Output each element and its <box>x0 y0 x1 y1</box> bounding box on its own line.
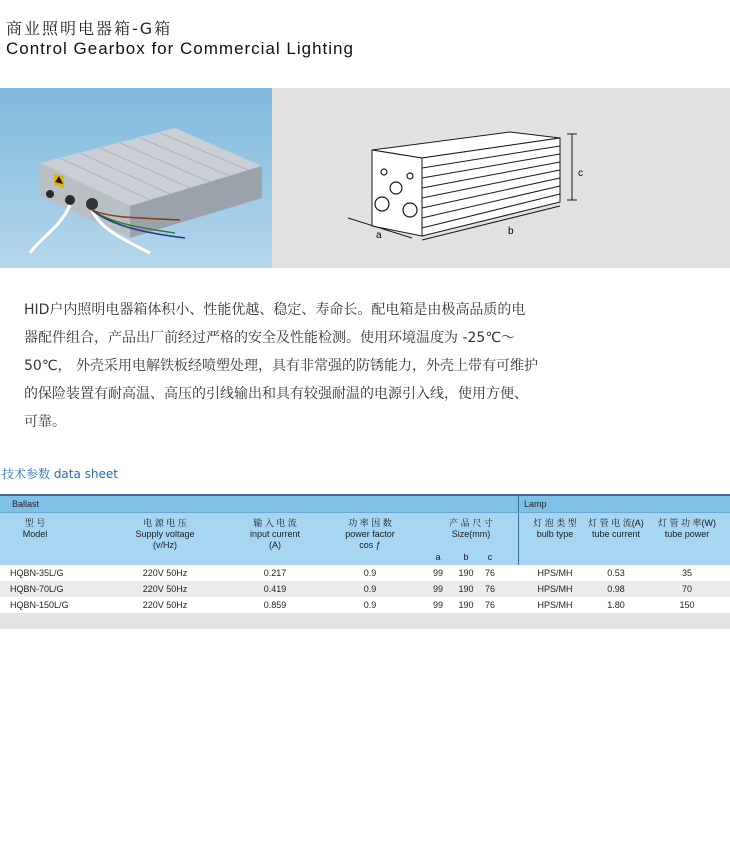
group-divider <box>518 513 519 565</box>
product-photo <box>0 88 272 268</box>
header-tube-current: 灯 管 电 流(A) tube current <box>588 518 644 539</box>
cell-model: HQBN-35L/G <box>10 568 64 578</box>
cell-power-factor: 0.9 <box>363 584 377 594</box>
cell-size-c: 76 <box>484 568 495 578</box>
description-line: 可靠。 <box>24 414 66 430</box>
gearbox-line-drawing <box>272 88 730 268</box>
cell-size-a: 99 <box>432 584 443 594</box>
cell-size-b: 190 <box>458 568 474 578</box>
cell-current: 0.859 <box>263 600 287 610</box>
header-power-factor: 功 率 因 数 power factor cos ƒ <box>345 518 395 550</box>
table-row <box>0 597 730 613</box>
page-title-en: Control Gearbox for Commercial Lighting <box>6 39 354 58</box>
cell-size-c: 76 <box>484 600 495 610</box>
cell-tube-current: 1.80 <box>607 600 625 610</box>
cell-size-a: 99 <box>432 568 443 578</box>
cell-power-factor: 0.9 <box>363 568 377 578</box>
page-title-cn: 商业照明电器箱-G箱 <box>6 19 173 38</box>
cell-size-b: 190 <box>458 600 474 610</box>
header-model: 型 号 Model <box>22 518 48 539</box>
lamp-group-label: Lamp <box>524 499 547 509</box>
header-bulb-type: 灯 泡 类 型 bulb type <box>533 518 577 539</box>
cell-tube-current: 0.53 <box>607 568 625 578</box>
description-line: 的保险装置有耐高温、高压的引线输出和具有较强耐温的电源引入线，使用方便、 <box>24 386 528 402</box>
header-size-c: c <box>487 552 493 562</box>
description-line: 器配件组合，产品出厂前经过严格的安全及性能检测。使用环境温度为 -25℃～ <box>24 330 516 346</box>
dimension-a-label: a <box>376 230 382 241</box>
cell-bulb-type: HPS/MH <box>537 600 573 610</box>
header-size-b: b <box>463 552 469 562</box>
cell-tube-power: 70 <box>681 584 692 594</box>
product-description <box>24 296 544 436</box>
table-column-header <box>0 512 730 565</box>
data-sheet-table <box>0 494 730 629</box>
header-tube-power: 灯 管 功 率(W) tube power <box>658 518 716 539</box>
cell-bulb-type: HPS/MH <box>537 584 573 594</box>
dimension-b-label: b <box>508 226 514 237</box>
cell-size-c: 76 <box>484 584 495 594</box>
table-footer <box>0 613 730 629</box>
cell-model: HQBN-70L/G <box>10 584 64 594</box>
cell-size-a: 99 <box>432 600 443 610</box>
cell-bulb-type: HPS/MH <box>537 568 573 578</box>
dimension-c-label: c <box>578 168 583 179</box>
data-sheet-heading: 技术参数 data sheet <box>2 467 118 481</box>
ballast-group-label: Ballast <box>12 499 40 509</box>
cell-tube-power: 35 <box>681 568 692 578</box>
table-row <box>0 581 730 597</box>
header-size: 产 品 尺 寸 Size(mm) <box>449 518 493 539</box>
gearbox-photo-illustration <box>0 88 272 268</box>
cell-tube-power: 150 <box>679 600 695 610</box>
dimension-drawing <box>272 88 730 268</box>
cell-size-b: 190 <box>458 584 474 594</box>
group-divider <box>518 496 519 512</box>
cell-current: 0.419 <box>263 584 287 594</box>
cell-voltage: 220V 50Hz <box>142 600 188 610</box>
cell-voltage: 220V 50Hz <box>142 584 188 594</box>
description-line: 50℃， 外壳采用电解铁板经喷塑处理，具有非常强的防锈能力，外壳上带有可维护 <box>24 358 538 374</box>
cell-current: 0.217 <box>263 568 287 578</box>
cell-voltage: 220V 50Hz <box>142 568 188 578</box>
cell-tube-current: 0.98 <box>607 584 625 594</box>
header-size-a: a <box>435 552 441 562</box>
table-group-header <box>0 494 730 512</box>
header-supply-voltage: 电 源 电 压 Supply voltage (v/Hz) <box>135 518 195 550</box>
header-input-current: 输 入 电 流 input current (A) <box>249 518 301 550</box>
table-row <box>0 565 730 581</box>
description-line: HID户内照明电器箱体积小、性能优越、稳定、寿命长。配电箱是由极高品质的电 <box>24 302 526 318</box>
cell-model: HQBN-150L/G <box>10 600 69 610</box>
cell-power-factor: 0.9 <box>363 600 377 610</box>
